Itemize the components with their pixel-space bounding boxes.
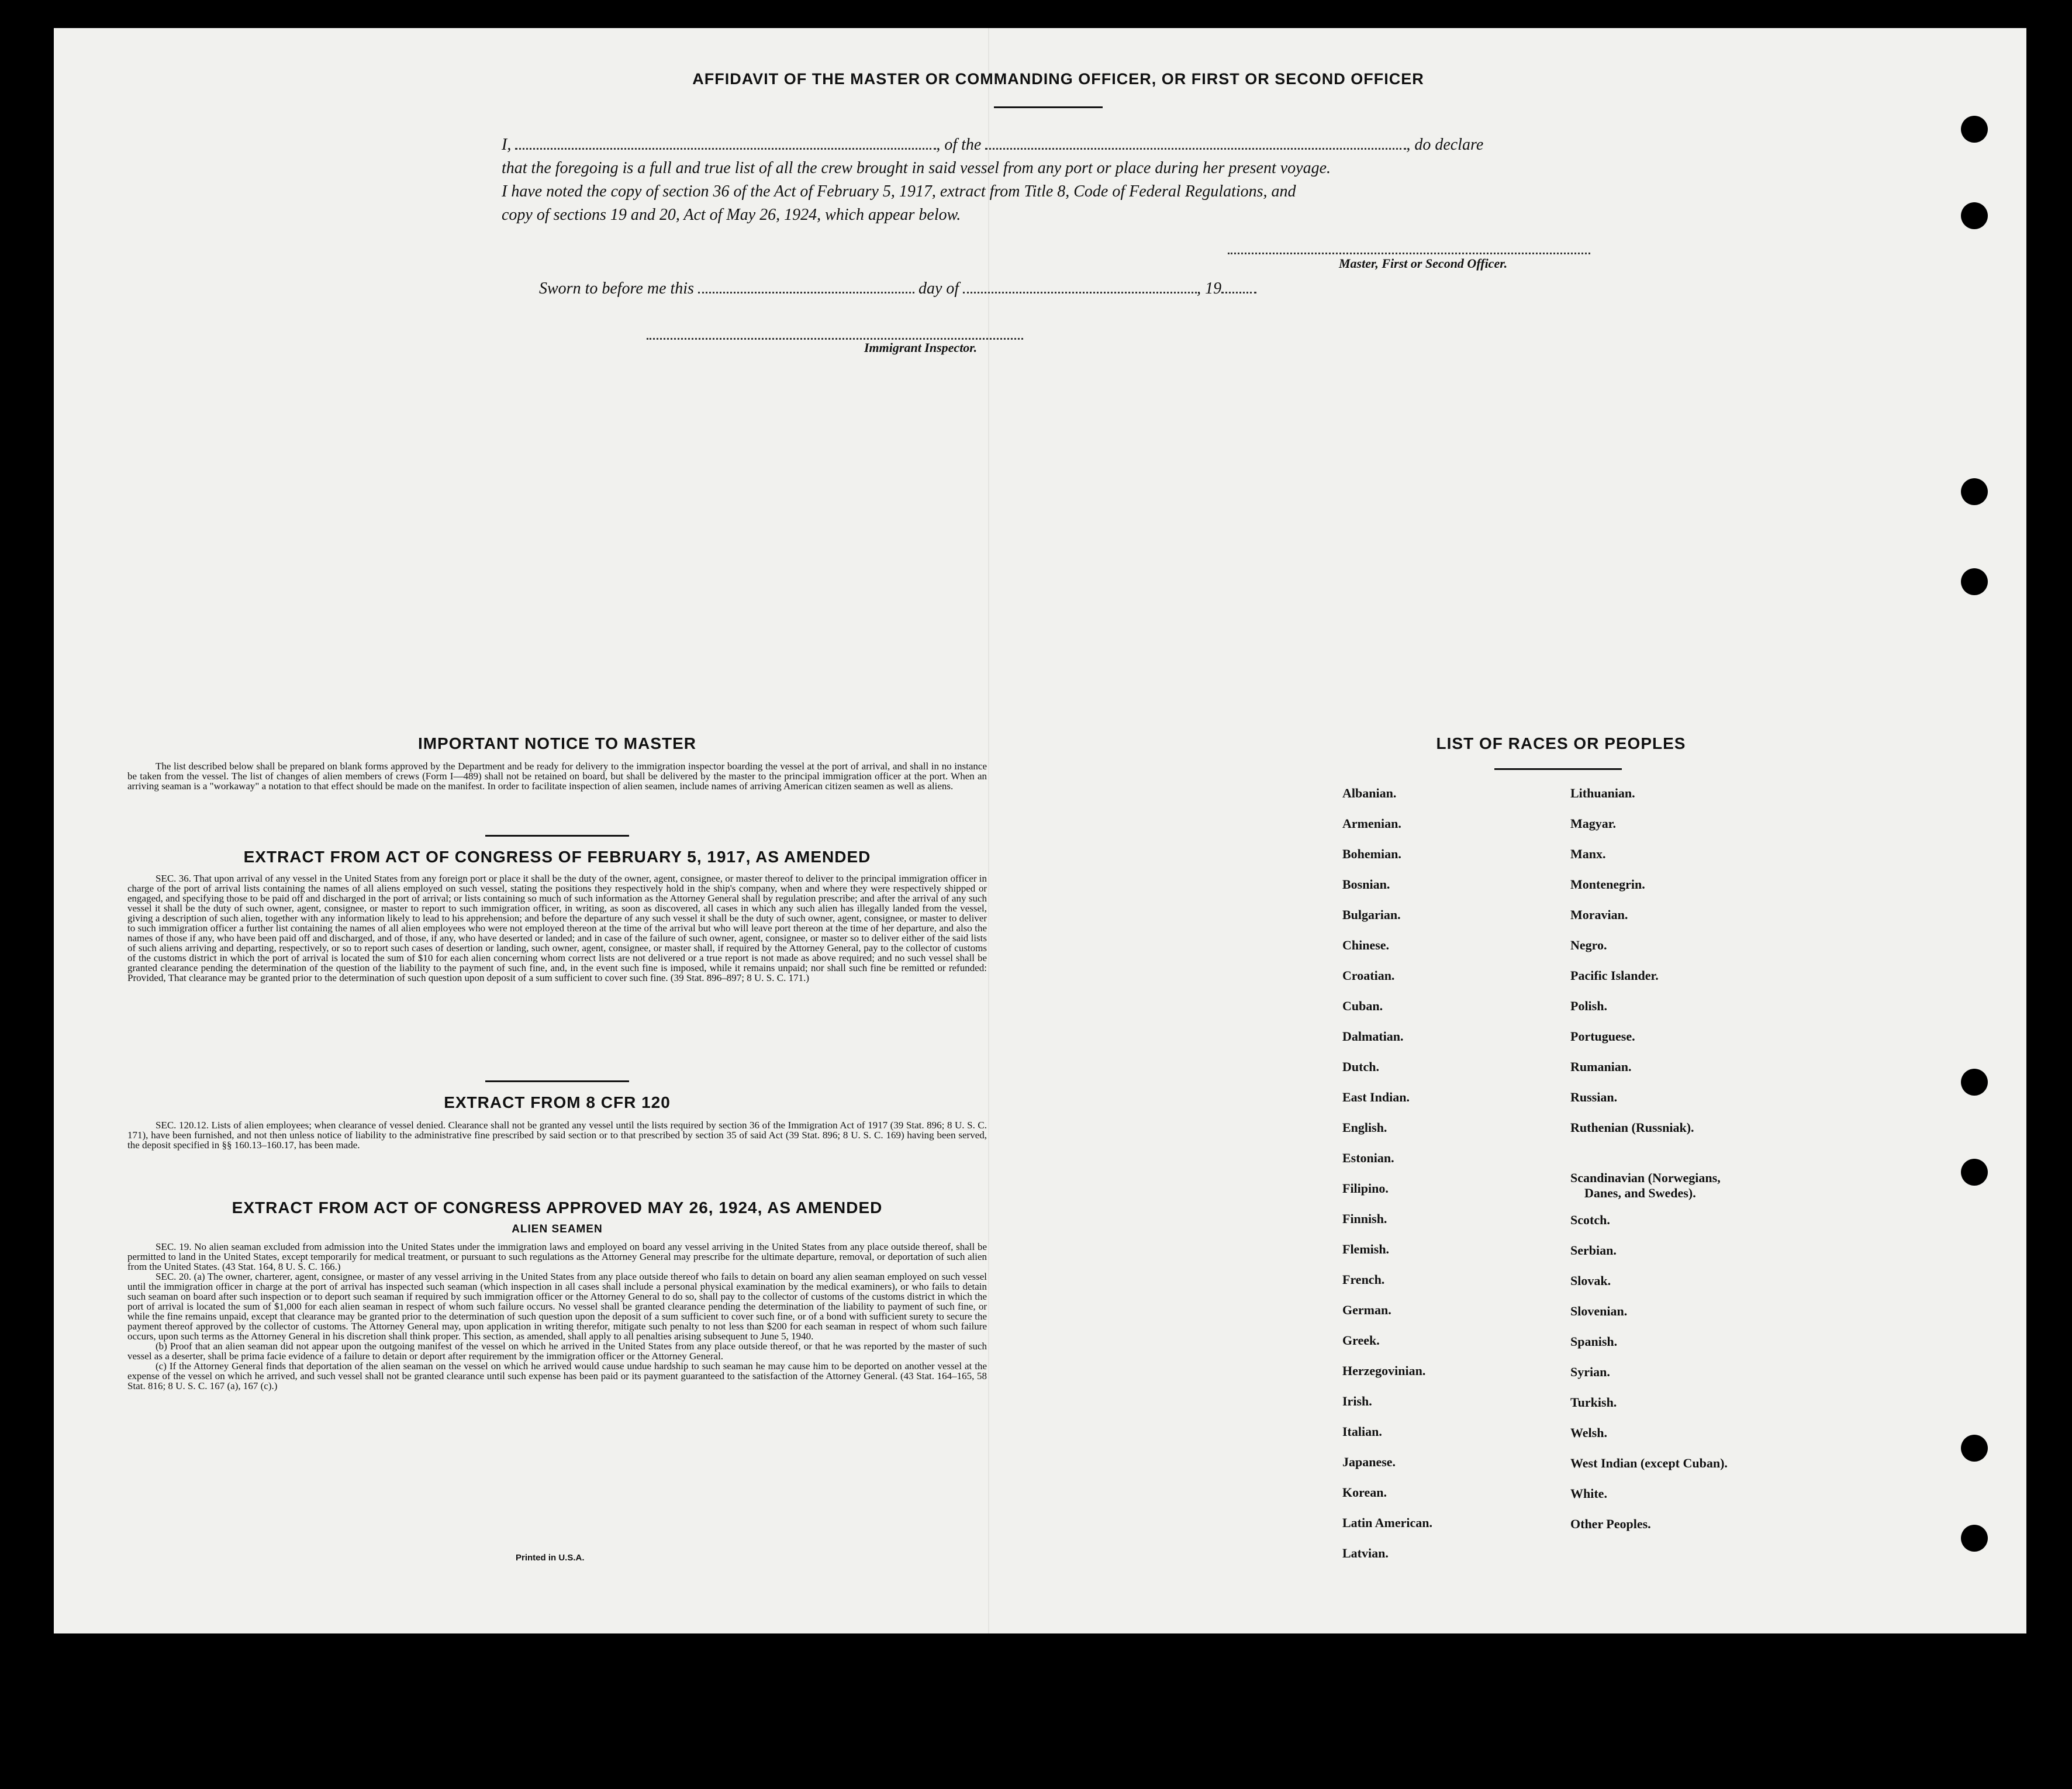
race-item: Estonian. — [1342, 1151, 1394, 1165]
extract-cfr-paragraph: SEC. 120.12. Lists of alien employees; when clearance of vessel denied. Clearance shall not be granted any vessel until the lists required by section 36 of the Immigration Act of 1917 (39 Stat. 896; 8 U. S. C. 171), have been furnished, and not then unless notice of liability to the administrative fine prescribed by said section or to that prescribed by section 35 of said Act (39 Stat. 896; 8 U. S. C. 169) having been served, the deposit specified in §§ 160.13–160.17, has been made. — [127, 1120, 987, 1151]
race-item: Scotch. — [1570, 1213, 1610, 1227]
sec-20a-paragraph: SEC. 20. (a) The owner, charterer, agent, consignee, or master of any vessel arriving in the United States from any place outside thereof who fails to detain on board any alien seaman employed on such vessel until the immigration officer in charge at the port of arrival has inspected such seaman (which inspection in all cases shall include a personal physical examination by the medical examiners), or who fails to detain such seaman on board after such inspection or to deport such seaman if required by such immigration officer or the Attorney General to do so, shall pay to the collector of customs of the customs district in which the port of arrival is located the sum of $1,000 for each alien seaman in respect of whom such failure occurs. No vessel shall be granted clearance pending the determination of the liability to payment of such fine, or while the fine remains unpaid, except that clearance may be granted prior to the determination of such question upon the deposit of a sum sufficient to cover such fine, or of a bond with sufficient surety to secure the payment thereof approved by the collector of customs. The Attorney General may, upon application in writing therefor, mitigate such penalty to not less than $200 for each seaman in respect of whom such failure occurs, upon such terms as the Attorney General in his discretion shall think proper. This section, as amended, shall apply to all penalties arising subsequent to June 5, 1940. — [127, 1271, 987, 1342]
page-fold — [988, 28, 989, 1633]
affidavit-text — [502, 133, 1594, 227]
race-item: West Indian (except Cuban). — [1570, 1456, 1728, 1470]
day-of-label: day of — [918, 279, 959, 298]
race-item: Albanian. — [1342, 786, 1397, 800]
races-title-rule — [1494, 768, 1622, 770]
extract-1924-body — [127, 1242, 987, 1391]
extract-1924-title: EXTRACT FROM ACT OF CONGRESS APPROVED MAY 26, 1924, AS AMENDED — [232, 1199, 883, 1217]
race-item: East Indian. — [1342, 1090, 1410, 1104]
year-prefix: , 19 — [1197, 279, 1222, 298]
race-item: Japanese. — [1342, 1455, 1396, 1469]
sworn-month-field[interactable] — [963, 292, 1197, 293]
affidavit-line-1 — [502, 133, 1594, 157]
binder-hole — [1961, 1525, 1988, 1552]
inspector-label: Immigrant Inspector. — [864, 340, 978, 355]
race-item: Russian. — [1570, 1090, 1618, 1104]
race-item: Bohemian. — [1342, 847, 1401, 861]
extract-1917-title: EXTRACT FROM ACT OF CONGRESS OF FEBRUARY 5, 1917, AS AMENDED — [243, 848, 871, 866]
extract-cfr-body — [127, 1120, 987, 1150]
sec-19-paragraph: SEC. 19. No alien seaman excluded from admission into the United States under the immigration laws and employed on board any vessel arriving in the United States from any place outside thereof, shall be permitted to land in the United States, except temporarily for medical treatment, or pursuant to such regulations as the Attorney General may prescribe for the ultimate departure, removal, or deportation of such alien from the United States. (43 Stat. 164, 8 U. S. C. 166.) — [127, 1241, 987, 1272]
sec-20c-paragraph: (c) If the Attorney General finds that deportation of the alien seaman on the vessel on which he arrived would cause undue hardship to such seaman he may cause him to be deported on another vessel at the expense of the vessel on which he arrived, and such vessel shall not be granted clearance until such expense has been paid or its payment guaranteed to the satisfaction of the Attorney General. (43 Stat. 164–165, 58 Stat. 816; 8 U. S. C. 167 (a), 167 (c).) — [127, 1360, 987, 1391]
notice-title: IMPORTANT NOTICE TO MASTER — [417, 734, 697, 752]
race-item: French. — [1342, 1272, 1385, 1287]
sworn-line — [539, 279, 1256, 298]
race-item: Dalmatian. — [1342, 1029, 1404, 1044]
affidavit-title: AFFIDAVIT OF THE MASTER OR COMMANDING OFFICER, OR FIRST OR SECOND OFFICER — [692, 70, 1424, 88]
sworn-label: Sworn to before me this — [539, 279, 694, 298]
binder-hole — [1961, 1159, 1988, 1186]
race-item: Korean. — [1342, 1485, 1387, 1500]
form-page — [54, 28, 2026, 1633]
race-item: Turkish. — [1570, 1395, 1617, 1410]
race-item: Portuguese. — [1570, 1029, 1635, 1044]
extract-1917-rule — [485, 1080, 629, 1082]
race-item: Pacific Islander. — [1570, 968, 1659, 983]
alien-seamen-subtitle: ALIEN SEAMEN — [512, 1223, 603, 1235]
race-item: Spanish. — [1570, 1334, 1618, 1349]
binder-hole — [1961, 568, 1988, 595]
sec-20b-paragraph: (b) Proof that an alien seaman did not appear upon the outgoing manifest of the vessel on which he arrived in the United States from any place outside thereof, or that he was reported by the master of such vessel as a deserter, shall be prima facie evidence of a failure to detain or deport after requirement by the immigration officer or the Attorney General. — [127, 1341, 987, 1362]
race-item: German. — [1342, 1303, 1391, 1317]
master-signature-field[interactable] — [1228, 241, 1590, 254]
binder-hole — [1961, 1435, 1988, 1462]
race-item: Serbian. — [1570, 1243, 1617, 1258]
race-item: Polish. — [1570, 999, 1607, 1013]
notice-body — [127, 761, 987, 791]
binder-hole — [1961, 202, 1988, 229]
race-item: Lithuanian. — [1570, 786, 1635, 800]
race-item: Greek. — [1342, 1333, 1380, 1348]
binder-hole — [1961, 478, 1988, 505]
notice-paragraph: The list described below shall be prepared on blank forms approved by the Department and be ready for delivery to the immigration inspector boarding the vessel at the port of arrival, and shall in no instance be taken from the vessel. The list of changes of alien members of crews (Form I—489) shall not be retained on board, but shall be delivered by the master to the principal immigration officer at the port. When an arriving seaman is a "workaway" a notation to that effect should be made on the manifest. In order to facilitate inspection of alien seamen, include names of arriving American citizen seamen as well as aliens. — [127, 761, 987, 792]
declarant-name-field[interactable] — [515, 148, 936, 150]
race-item: Armenian. — [1342, 816, 1401, 831]
race-item: Irish. — [1342, 1394, 1372, 1408]
race-item: Herzegovinian. — [1342, 1363, 1426, 1378]
extract-1917-body — [127, 873, 987, 983]
vessel-name-field[interactable] — [985, 148, 1406, 150]
race-item: Cuban. — [1342, 999, 1383, 1013]
race-item: Manx. — [1570, 847, 1606, 861]
race-item: Latin American. — [1342, 1515, 1432, 1530]
race-item: Welsh. — [1570, 1425, 1607, 1440]
affidavit-i: I, — [502, 136, 512, 154]
affidavit-line-3: I have noted the copy of section 36 of the Act of February 5, 1917, extract from Title 8, Code of Federal Regulations, and — [502, 182, 1296, 201]
races-column-2 — [1570, 786, 1728, 1547]
race-item: Filipino. — [1342, 1181, 1389, 1196]
race-item: Latvian. — [1342, 1546, 1389, 1560]
race-item: Montenegrin. — [1570, 877, 1645, 892]
affidavit-line-4: copy of sections 19 and 20, Act of May 26, 1924, which appear below. — [502, 206, 961, 224]
race-item: Magyar. — [1570, 816, 1617, 831]
race-item: Scandinavian (Norwegians, — [1570, 1170, 1721, 1185]
race-item: Syrian. — [1570, 1365, 1610, 1379]
inspector-signature-field[interactable] — [647, 327, 1023, 340]
sworn-year-field[interactable] — [1221, 292, 1256, 293]
affidavit-of-the: , of the — [936, 136, 982, 154]
race-item: Ruthenian (Russniak). — [1570, 1120, 1694, 1135]
races-title: LIST OF RACES OR PEOPLES — [1436, 734, 1686, 752]
sworn-date-field[interactable] — [698, 292, 914, 293]
race-item: Slovak. — [1570, 1273, 1611, 1288]
race-item: Danes, and Swedes). — [1584, 1186, 1696, 1200]
affidavit-line-2: that the foregoing is a full and true list of all the crew brought in said vessel from any port or place during her present voyage. — [502, 159, 1331, 177]
notice-rule — [485, 835, 629, 837]
race-item: White. — [1570, 1486, 1607, 1501]
race-item: Dutch. — [1342, 1059, 1379, 1074]
race-item: English. — [1342, 1120, 1387, 1135]
race-item: Moravian. — [1570, 907, 1628, 922]
race-item: Finnish. — [1342, 1211, 1387, 1226]
race-item: Bosnian. — [1342, 877, 1390, 892]
extract-1917-paragraph: SEC. 36. That upon arrival of any vessel in the United States from any foreign port or place it shall be the duty of the owner, agent, consignee, or master thereof to deliver to the principal immigration officer in charge of the port of arrival lists containing the names of all aliens employed on such vessel, stating the positions they respectively hold in the ship's company, when and where they were respectively shipped or engaged, and specifying those to be paid off and discharged in the port of arrival; or lists containing so much of such information as the Attorney General shall by regulation prescribe; and after the arrival of any such vessel it shall be the duty of such owner, agent, consignee, or master to report to such immigration officer, in writing, as soon as discovered, all cases in which any such alien has illegally landed from the vessel, giving a description of such alien, together with any information likely to lead to his apprehension; and before the departure of any such vessel it shall be the duty of such owner, agent, consignee, or master to deliver to such immigration officer a further list containing the names of all alien employees who were not employed thereon at the time of the arrival but who will leave port thereon at the time of her departure, and also the names of those if any, who have been paid off and discharged, and of those, if any, who have deserted or landed; and in case of the failure of such owner, agent, consignee, or master so to deliver either of the said lists of such aliens arriving and departing, respectively, or so to report such cases of desertion or landing, such owner, agent, consignee, or master shall, if required by the Attorney General, pay to the collector of customs of the customs district in which the port of arrival is located the sum of $10 for each alien concerning whom correct lists are not delivered or a true report is not made as above required; and no such vessel shall be granted clearance pending the determination of the question of the liability to the payment of such fine, and, in the event such fine is imposed, while it remains unpaid; nor shall such fine be remitted or refunded: Provided, That clearance may be granted prior to the determination of such question upon deposit of a sum sufficient to cover such fine. (39 Stat. 896–897; 8 U. S. C. 171.) — [127, 873, 987, 983]
race-item: Italian. — [1342, 1424, 1382, 1439]
race-item: Croatian. — [1342, 968, 1395, 983]
race-item: Slovenian. — [1570, 1304, 1628, 1318]
race-item: Rumanian. — [1570, 1059, 1632, 1074]
affidavit-title-rule — [994, 106, 1103, 108]
race-item: Other Peoples. — [1570, 1517, 1651, 1531]
race-item: Bulgarian. — [1342, 907, 1401, 922]
race-item: Chinese. — [1342, 938, 1390, 952]
master-signature-label: Master, First or Second Officer. — [1339, 256, 1508, 271]
races-column-1 — [1342, 786, 1432, 1576]
binder-hole — [1961, 116, 1988, 143]
affidavit-do-declare: , do declare — [1406, 136, 1484, 154]
race-item: Negro. — [1570, 938, 1607, 952]
binder-hole — [1961, 1069, 1988, 1096]
extract-cfr-title: EXTRACT FROM 8 CFR 120 — [444, 1093, 671, 1111]
race-item: Flemish. — [1342, 1242, 1390, 1256]
printed-in-usa: Printed in U.S.A. — [516, 1553, 585, 1563]
